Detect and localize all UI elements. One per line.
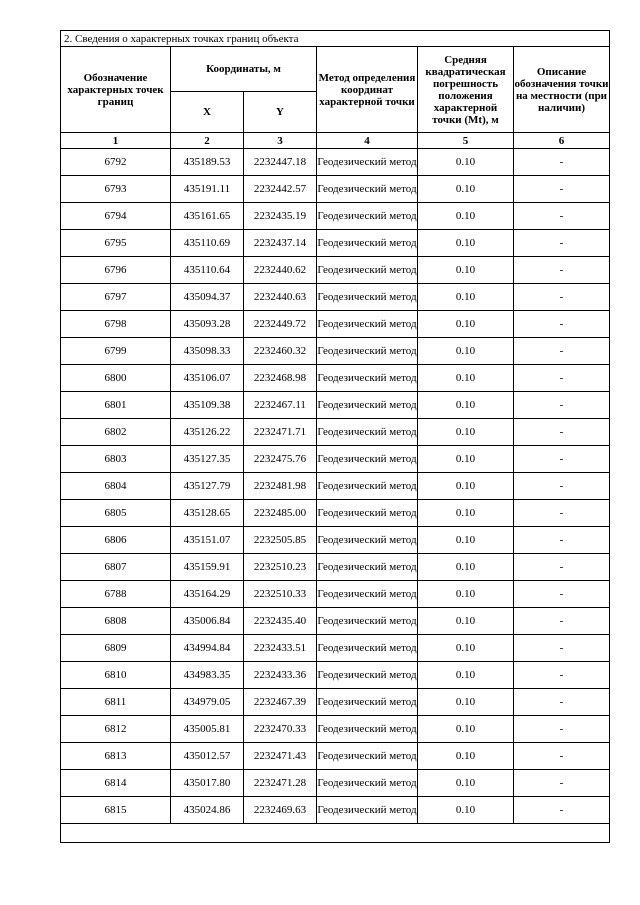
table-row <box>61 689 610 716</box>
method-cell: Геодезический метод <box>317 662 418 689</box>
mt-error-cell: 0.10 <box>418 554 514 581</box>
y-coordinate-cell: 2232433.36 <box>244 662 317 689</box>
x-coordinate-cell: 435093.28 <box>171 311 244 338</box>
table-row <box>61 149 610 176</box>
description-cell: - <box>514 689 610 716</box>
table-row <box>61 176 610 203</box>
point-id-cell: 6801 <box>61 392 171 419</box>
method-cell: Геодезический метод <box>317 149 418 176</box>
point-id-cell: 6811 <box>61 689 171 716</box>
mt-error-cell: 0.10 <box>418 608 514 635</box>
description-cell: - <box>514 554 610 581</box>
document-sheet <box>60 30 609 843</box>
point-id-cell: 6814 <box>61 770 171 797</box>
mt-error-cell: 0.10 <box>418 500 514 527</box>
point-id-cell: 6797 <box>61 284 171 311</box>
description-cell: - <box>514 284 610 311</box>
method-cell: Геодезический метод <box>317 635 418 662</box>
point-id-cell: 6794 <box>61 203 171 230</box>
boundary-points-table <box>60 30 610 843</box>
y-coordinate-cell: 2232447.18 <box>244 149 317 176</box>
x-coordinate-cell: 435024.86 <box>171 797 244 824</box>
y-coordinate-cell: 2232442.57 <box>244 176 317 203</box>
point-id-cell: 6813 <box>61 743 171 770</box>
point-id-cell: 6807 <box>61 554 171 581</box>
table-row <box>61 365 610 392</box>
point-id-cell: 6800 <box>61 365 171 392</box>
x-coordinate-cell: 435128.65 <box>171 500 244 527</box>
description-cell: - <box>514 716 610 743</box>
mt-error-cell: 0.10 <box>418 365 514 392</box>
x-coordinate-cell: 435017.80 <box>171 770 244 797</box>
header-coordinates: Координаты, м <box>171 47 317 92</box>
x-coordinate-cell: 435110.64 <box>171 257 244 284</box>
column-numbers-row <box>61 133 610 149</box>
method-cell: Геодезический метод <box>317 770 418 797</box>
mt-error-cell: 0.10 <box>418 689 514 716</box>
x-coordinate-cell: 435127.35 <box>171 446 244 473</box>
table-row <box>61 770 610 797</box>
table-row <box>61 419 610 446</box>
y-coordinate-cell: 2232510.33 <box>244 581 317 608</box>
column-number: 3 <box>244 133 317 149</box>
x-coordinate-cell: 435106.07 <box>171 365 244 392</box>
point-id-cell: 6788 <box>61 581 171 608</box>
point-id-cell: 6793 <box>61 176 171 203</box>
y-coordinate-cell: 2232475.76 <box>244 446 317 473</box>
x-coordinate-cell: 435191.11 <box>171 176 244 203</box>
table-row <box>61 581 610 608</box>
x-coordinate-cell: 434994.84 <box>171 635 244 662</box>
x-coordinate-cell: 435127.79 <box>171 473 244 500</box>
table-body <box>61 149 610 824</box>
point-id-cell: 6798 <box>61 311 171 338</box>
column-number: 5 <box>418 133 514 149</box>
table-row <box>61 500 610 527</box>
x-coordinate-cell: 435005.81 <box>171 716 244 743</box>
y-coordinate-cell: 2232440.62 <box>244 257 317 284</box>
table-row <box>61 338 610 365</box>
point-id-cell: 6815 <box>61 797 171 824</box>
y-coordinate-cell: 2232435.40 <box>244 608 317 635</box>
method-cell: Геодезический метод <box>317 500 418 527</box>
y-coordinate-cell: 2232485.00 <box>244 500 317 527</box>
y-coordinate-cell: 2232470.33 <box>244 716 317 743</box>
table-row <box>61 743 610 770</box>
x-coordinate-cell: 434979.05 <box>171 689 244 716</box>
x-coordinate-cell: 435109.38 <box>171 392 244 419</box>
method-cell: Геодезический метод <box>317 419 418 446</box>
method-cell: Геодезический метод <box>317 338 418 365</box>
mt-error-cell: 0.10 <box>418 230 514 257</box>
x-coordinate-cell: 435110.69 <box>171 230 244 257</box>
method-cell: Геодезический метод <box>317 365 418 392</box>
mt-error-cell: 0.10 <box>418 203 514 230</box>
point-id-cell: 6810 <box>61 662 171 689</box>
method-cell: Геодезический метод <box>317 257 418 284</box>
description-cell: - <box>514 257 610 284</box>
point-id-cell: 6796 <box>61 257 171 284</box>
mt-error-cell: 0.10 <box>418 662 514 689</box>
table-row <box>61 257 610 284</box>
table-row <box>61 608 610 635</box>
header-designation: Обозначение характерных точек границ <box>61 47 171 133</box>
point-id-cell: 6812 <box>61 716 171 743</box>
x-coordinate-cell: 435012.57 <box>171 743 244 770</box>
description-cell: - <box>514 392 610 419</box>
y-coordinate-cell: 2232469.63 <box>244 797 317 824</box>
method-cell: Геодезический метод <box>317 581 418 608</box>
mt-error-cell: 0.10 <box>418 743 514 770</box>
table-row <box>61 473 610 500</box>
method-cell: Геодезический метод <box>317 527 418 554</box>
description-cell: - <box>514 446 610 473</box>
table-row <box>61 284 610 311</box>
y-coordinate-cell: 2232471.71 <box>244 419 317 446</box>
header-description: Описание обозначения точки на местности (при наличии) <box>514 47 610 133</box>
point-id-cell: 6806 <box>61 527 171 554</box>
table-row <box>61 311 610 338</box>
header-x: X <box>171 92 244 133</box>
column-number: 1 <box>61 133 171 149</box>
description-cell: - <box>514 230 610 257</box>
description-cell: - <box>514 608 610 635</box>
description-cell: - <box>514 500 610 527</box>
method-cell: Геодезический метод <box>317 176 418 203</box>
mt-error-cell: 0.10 <box>418 770 514 797</box>
description-cell: - <box>514 365 610 392</box>
mt-error-cell: 0.10 <box>418 527 514 554</box>
column-number: 4 <box>317 133 418 149</box>
y-coordinate-cell: 2232467.11 <box>244 392 317 419</box>
method-cell: Геодезический метод <box>317 743 418 770</box>
point-id-cell: 6799 <box>61 338 171 365</box>
y-coordinate-cell: 2232471.28 <box>244 770 317 797</box>
description-cell: - <box>514 419 610 446</box>
point-id-cell: 6808 <box>61 608 171 635</box>
section-title: 2. Сведения о характерных точках границ объекта <box>61 31 610 47</box>
y-coordinate-cell: 2232437.14 <box>244 230 317 257</box>
table-row <box>61 797 610 824</box>
y-coordinate-cell: 2232449.72 <box>244 311 317 338</box>
y-coordinate-cell: 2232468.98 <box>244 365 317 392</box>
table-row <box>61 203 610 230</box>
y-coordinate-cell: 2232433.51 <box>244 635 317 662</box>
x-coordinate-cell: 435161.65 <box>171 203 244 230</box>
y-coordinate-cell: 2232510.23 <box>244 554 317 581</box>
description-cell: - <box>514 527 610 554</box>
mt-error-cell: 0.10 <box>418 284 514 311</box>
point-id-cell: 6792 <box>61 149 171 176</box>
column-number: 6 <box>514 133 610 149</box>
point-id-cell: 6809 <box>61 635 171 662</box>
mt-error-cell: 0.10 <box>418 257 514 284</box>
mt-error-cell: 0.10 <box>418 392 514 419</box>
description-cell: - <box>514 662 610 689</box>
description-cell: - <box>514 743 610 770</box>
point-id-cell: 6802 <box>61 419 171 446</box>
mt-error-cell: 0.10 <box>418 581 514 608</box>
x-coordinate-cell: 435006.84 <box>171 608 244 635</box>
table-row <box>61 716 610 743</box>
point-id-cell: 6803 <box>61 446 171 473</box>
x-coordinate-cell: 435189.53 <box>171 149 244 176</box>
point-id-cell: 6795 <box>61 230 171 257</box>
header-y: Y <box>244 92 317 133</box>
column-number: 2 <box>171 133 244 149</box>
description-cell: - <box>514 149 610 176</box>
table-row <box>61 527 610 554</box>
table-row <box>61 392 610 419</box>
method-cell: Геодезический метод <box>317 473 418 500</box>
x-coordinate-cell: 435159.91 <box>171 554 244 581</box>
description-cell: - <box>514 635 610 662</box>
method-cell: Геодезический метод <box>317 311 418 338</box>
table-row <box>61 635 610 662</box>
mt-error-cell: 0.10 <box>418 311 514 338</box>
method-cell: Геодезический метод <box>317 797 418 824</box>
point-id-cell: 6805 <box>61 500 171 527</box>
description-cell: - <box>514 473 610 500</box>
header-error: Средняя квадратическая погрешность положения характерной точки (Mt), м <box>418 47 514 133</box>
mt-error-cell: 0.10 <box>418 716 514 743</box>
method-cell: Геодезический метод <box>317 554 418 581</box>
method-cell: Геодезический метод <box>317 716 418 743</box>
mt-error-cell: 0.10 <box>418 338 514 365</box>
method-cell: Геодезический метод <box>317 446 418 473</box>
x-coordinate-cell: 434983.35 <box>171 662 244 689</box>
empty-footer-row <box>61 824 610 843</box>
y-coordinate-cell: 2232460.32 <box>244 338 317 365</box>
x-coordinate-cell: 435094.37 <box>171 284 244 311</box>
description-cell: - <box>514 203 610 230</box>
x-coordinate-cell: 435164.29 <box>171 581 244 608</box>
header-method: Метод определения координат характерной точки <box>317 47 418 133</box>
description-cell: - <box>514 581 610 608</box>
y-coordinate-cell: 2232505.85 <box>244 527 317 554</box>
description-cell: - <box>514 338 610 365</box>
y-coordinate-cell: 2232440.63 <box>244 284 317 311</box>
mt-error-cell: 0.10 <box>418 446 514 473</box>
mt-error-cell: 0.10 <box>418 635 514 662</box>
mt-error-cell: 0.10 <box>418 419 514 446</box>
empty-cell <box>61 824 610 843</box>
method-cell: Геодезический метод <box>317 230 418 257</box>
table-row <box>61 554 610 581</box>
mt-error-cell: 0.10 <box>418 149 514 176</box>
mt-error-cell: 0.10 <box>418 473 514 500</box>
x-coordinate-cell: 435098.33 <box>171 338 244 365</box>
description-cell: - <box>514 770 610 797</box>
x-coordinate-cell: 435126.22 <box>171 419 244 446</box>
point-id-cell: 6804 <box>61 473 171 500</box>
y-coordinate-cell: 2232435.19 <box>244 203 317 230</box>
table-row <box>61 446 610 473</box>
method-cell: Геодезический метод <box>317 689 418 716</box>
method-cell: Геодезический метод <box>317 284 418 311</box>
y-coordinate-cell: 2232471.43 <box>244 743 317 770</box>
table-row <box>61 230 610 257</box>
description-cell: - <box>514 797 610 824</box>
description-cell: - <box>514 176 610 203</box>
x-coordinate-cell: 435151.07 <box>171 527 244 554</box>
method-cell: Геодезический метод <box>317 203 418 230</box>
mt-error-cell: 0.10 <box>418 176 514 203</box>
method-cell: Геодезический метод <box>317 608 418 635</box>
table-row <box>61 662 610 689</box>
description-cell: - <box>514 311 610 338</box>
mt-error-cell: 0.10 <box>418 797 514 824</box>
method-cell: Геодезический метод <box>317 392 418 419</box>
y-coordinate-cell: 2232481.98 <box>244 473 317 500</box>
y-coordinate-cell: 2232467.39 <box>244 689 317 716</box>
